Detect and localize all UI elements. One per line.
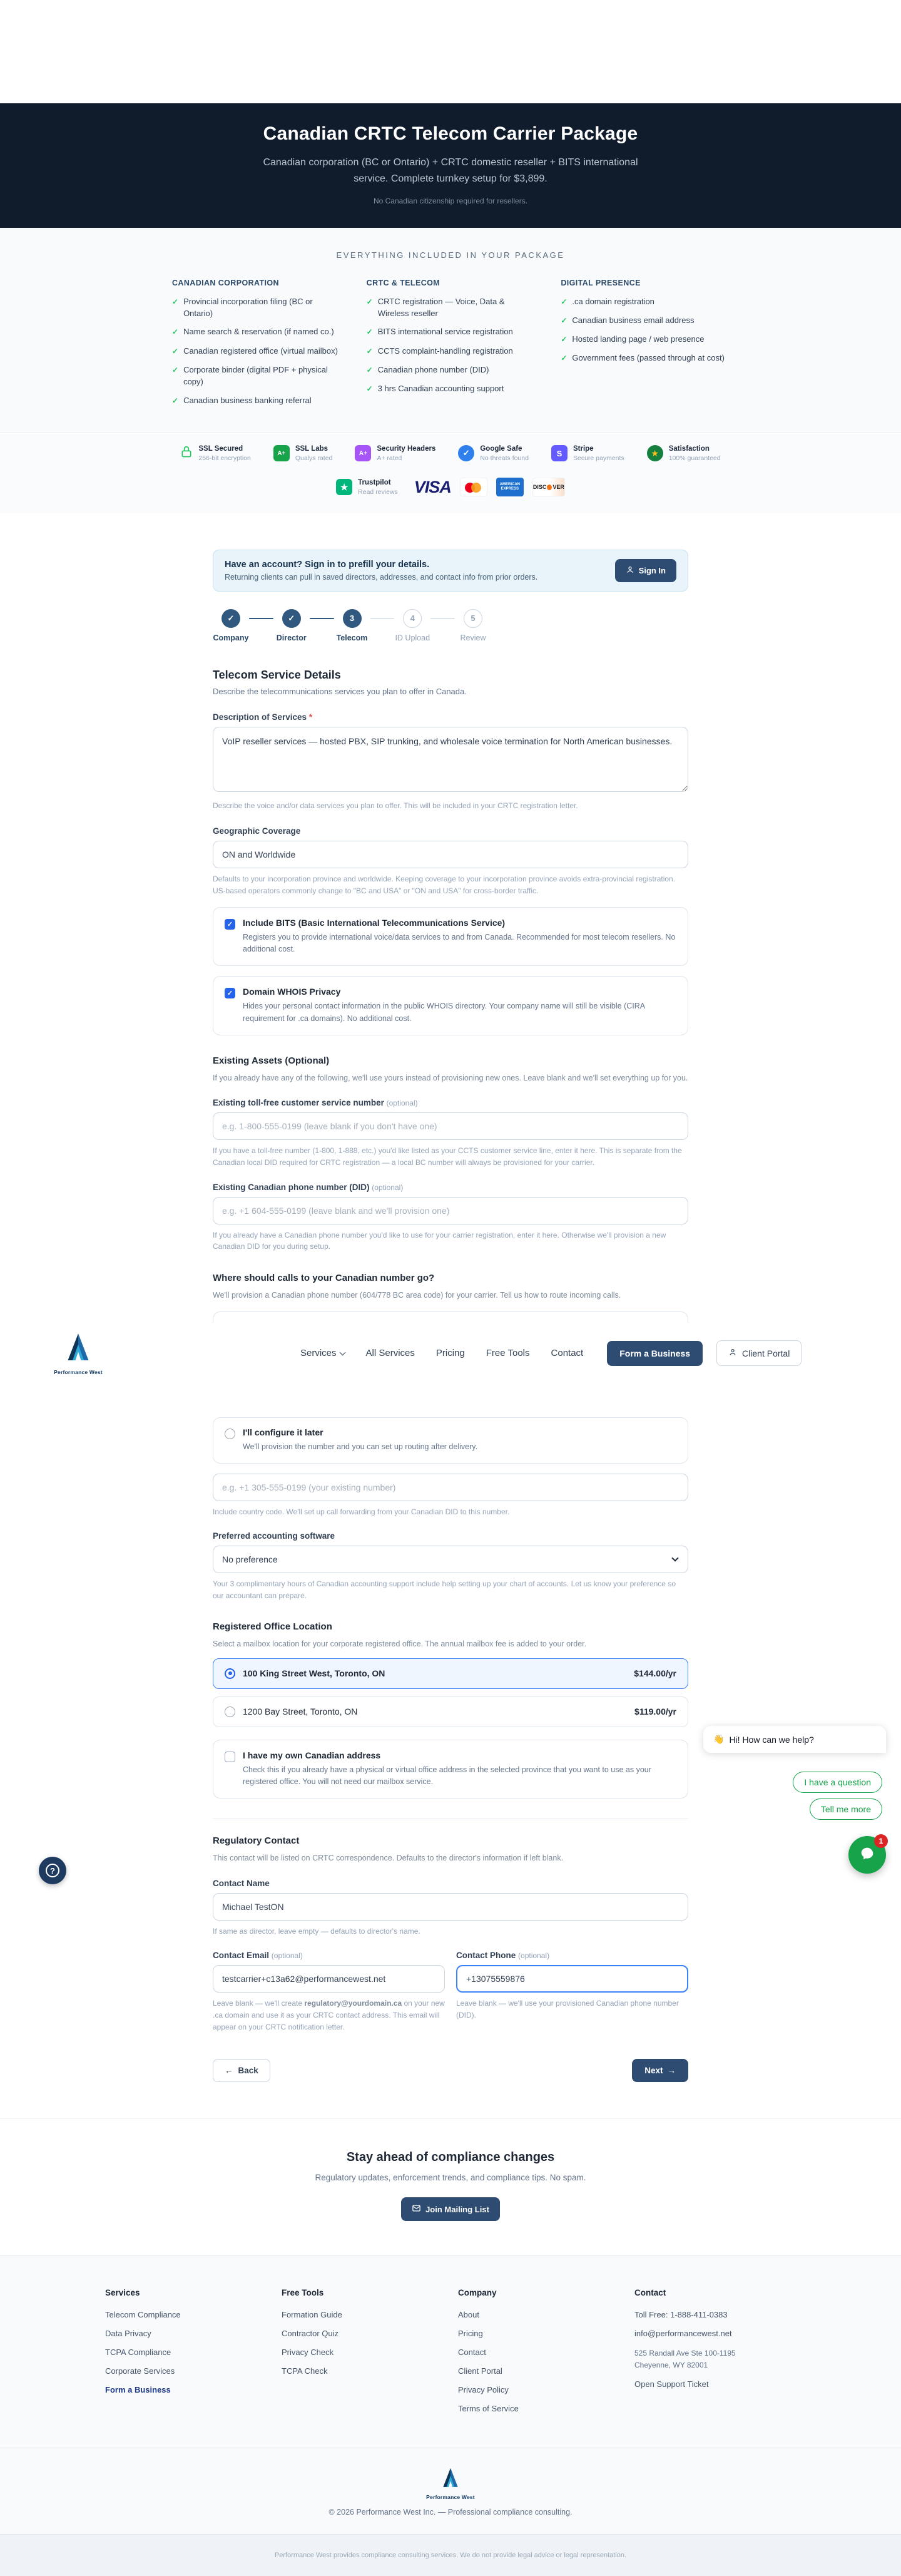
step-number: 4 — [403, 609, 422, 628]
nav-pricing[interactable]: Pricing — [435, 1348, 465, 1358]
check-icon: ✓ — [366, 365, 373, 374]
check-icon: ✓ — [366, 297, 373, 306]
step-director[interactable]: ✓ Director — [273, 609, 310, 642]
copyright: © 2026 Performance West Inc. — Professional compliance consulting. — [328, 2508, 573, 2517]
footer-link[interactable]: About — [458, 2310, 479, 2320]
office-radio-selected[interactable] — [225, 1668, 235, 1679]
included-item: ✓ Corporate binder (digital PDF + physical copy) — [172, 364, 340, 388]
brand-logo-icon — [63, 1331, 93, 1367]
included-grid — [172, 279, 729, 414]
footer-link[interactable]: Data Privacy — [105, 2329, 151, 2339]
footer-link-form-a-business[interactable]: Form a Business — [105, 2385, 171, 2395]
routing-subtitle: We'll provision a Canadian phone number (604/778 BC area code) for your carrier. Tell us how to route incoming calls. — [213, 1290, 621, 1300]
badge-google-safe: ✓ Google Safe No threats found — [458, 445, 529, 462]
a-plus-icon: A+ — [355, 445, 371, 461]
own-address-checkbox[interactable] — [225, 1752, 235, 1762]
nav-all-services[interactable]: All Services — [365, 1348, 415, 1358]
star-circle-icon: ★ — [647, 445, 663, 461]
included-heading: EVERYTHING INCLUDED IN YOUR PACKAGE — [336, 250, 565, 260]
footer-address: 525 Randall Ave Ste 100-1195 Cheyenne, WY 82001 — [634, 2349, 736, 2370]
section-title-telecom: Telecom Service Details — [213, 668, 341, 681]
trust-badge-row — [0, 444, 901, 463]
assets-heading: Existing Assets (Optional) — [213, 1055, 330, 1066]
signin-banner — [213, 550, 688, 592]
office-radio[interactable] — [225, 1706, 235, 1717]
contact-phone-help: Leave blank — we'll use your provisioned Canadian phone number (DID). — [456, 1999, 679, 2019]
check-circle-icon: ✓ — [458, 445, 474, 461]
tollfree-input[interactable] — [213, 1112, 688, 1140]
lock-icon — [180, 444, 193, 463]
included-item: ✓ BITS international service registration — [367, 326, 535, 338]
form-a-business-button[interactable]: Form a Business — [607, 1341, 703, 1366]
trust-badges-section — [0, 433, 901, 513]
step-company[interactable]: ✓ Company — [213, 609, 249, 642]
legal-disclaimer: Performance West provides compliance consulting services. We do not provide legal advice or legal representation. — [0, 2534, 901, 2576]
step-number: 3 — [343, 609, 362, 628]
chat-launcher-button[interactable] — [848, 1836, 886, 1874]
routing-heading: Where should calls to your Canadian number go? — [213, 1272, 435, 1283]
payment-logos — [414, 478, 565, 497]
geo-coverage-help: Defaults to your incorporation province and worldwide. Keeping coverage to your incorporation province avoids extra-provincial registration. US-based operators commonly change to "BC and USA" or "ON and USA" for cross-border traffic. — [213, 875, 676, 895]
bits-option-card[interactable] — [213, 907, 688, 967]
progress-stepper — [213, 609, 491, 642]
included-section — [0, 228, 901, 433]
footer-link[interactable]: Terms of Service — [458, 2404, 519, 2414]
contact-name-input[interactable] — [213, 1893, 688, 1921]
footer-link[interactable]: Client Portal — [458, 2366, 502, 2376]
form-navigation — [213, 2059, 688, 2118]
client-portal-button[interactable]: Client Portal — [716, 1340, 802, 1366]
footer-column-free-tools: Free Tools Formation Guide Contractor Quiz Privacy Check TCPA Check — [282, 2288, 443, 2423]
visa-logo: VISA — [414, 477, 451, 496]
footer-column-contact: Contact Toll Free: 1-888-411-0383 info@performancewest.net 525 Randall Ave Ste 100-1195 Cheyenne, WY 82001 Open Support Ticket — [634, 2288, 796, 2423]
contact-phone-input[interactable] — [456, 1965, 688, 1993]
office-price: $144.00/yr — [634, 1668, 676, 1679]
newsletter-heading: Stay ahead of compliance changes — [346, 2150, 555, 2165]
included-item: ✓ Provincial incorporation filing (BC or Ontario) — [172, 296, 340, 320]
badge-security-headers: A+ Security Headers A+ rated — [355, 445, 435, 462]
discover-logo: DISC VER — [532, 478, 565, 496]
contact-phone-label: Contact Phone (optional) — [456, 1951, 550, 1961]
description-textarea[interactable] — [213, 727, 688, 792]
footer-support-link[interactable]: Open Support Ticket — [634, 2379, 709, 2389]
tollfree-help: If you have a toll-free number (1-800, 1-888, etc.) you'd like listed as your CCTS customer service line, enter it here. This is separate from the Canadian local DID required for CRTC registration — a local BC number will always be provisioned for your carrier. — [213, 1146, 682, 1167]
assets-subtitle: If you already have any of the following, we'll use yours instead of provisioning new ones. Leave blank and we'll set everything up for you. — [213, 1074, 688, 1082]
newsletter-subtitle: Regulatory updates, enforcement trends, and compliance tips. No spam. — [315, 2173, 586, 2183]
step-connector — [249, 618, 273, 620]
included-item: ✓ CRTC registration — Voice, Data & Wireless reseller — [367, 296, 535, 320]
tollfree-label: Existing toll-free customer service number (optional) — [213, 1098, 418, 1108]
person-icon — [728, 1348, 737, 1358]
configure-later-label: I'll configure it later — [243, 1427, 323, 1438]
accounting-select-wrap — [213, 1546, 688, 1573]
accounting-help: Your 3 complimentary hours of Canadian accounting support include help setting up your chart of accounts. Let us know your preference so our accountant can prepare. — [213, 1579, 676, 1600]
whois-title: Domain WHOIS Privacy — [243, 987, 341, 997]
contact-email-label: Contact Email (optional) — [213, 1951, 303, 1961]
check-icon: ✓ — [172, 346, 179, 356]
included-column-corporation: CANADIAN CORPORATION ✓ Provincial incorporation filing (BC or Ontario) ✓ Name search & reservation (if named co.) ✓ Canadian registered office (virtual mailbox) ✓ Corporate binder (digital PDF + physical copy) ✓ Canadian business banking referral — [172, 279, 340, 414]
sign-in-button[interactable]: Sign In — [615, 559, 676, 582]
next-button[interactable]: Next → — [632, 2059, 688, 2082]
check-icon: ✓ — [172, 327, 179, 337]
envelope-icon — [412, 2204, 421, 2215]
main-navbar — [0, 1323, 901, 1383]
regulatory-subtitle: This contact will be listed on CRTC correspondence. Defaults to the director's information if left blank. — [213, 1854, 564, 1863]
step-review[interactable]: 5 Review — [455, 609, 491, 642]
accounting-select[interactable] — [213, 1546, 688, 1573]
contact-email-help: Leave blank — we'll create regulatory@yourdomain.ca on your new .ca domain and use it as your CRTC contact address. This email will appear on your CRTC notification letter. — [213, 1999, 445, 2031]
footer-tollfree[interactable]: Toll Free: 1-888-411-0383 — [634, 2310, 728, 2320]
footer-link[interactable]: Telecom Compliance — [105, 2310, 181, 2320]
footer-link[interactable]: Contractor Quiz — [282, 2329, 339, 2339]
step-connector — [430, 618, 455, 620]
regulatory-heading: Regulatory Contact — [213, 1835, 300, 1847]
included-column-crtc: CRTC & TELECOM ✓ CRTC registration — Voice, Data & Wireless reseller ✓ BITS international service registration ✓ CCTS complaint-handling registration ✓ Canadian phone number (DID) ✓ 3 hrs Canadian accounting support — [367, 279, 535, 414]
check-icon: ✓ — [366, 327, 373, 337]
included-item: ✓ Name search & reservation (if named co.) — [172, 326, 340, 338]
hero-banner — [0, 103, 901, 228]
included-item: ✓ Canadian phone number (DID) — [367, 364, 535, 376]
office-price: $119.00/yr — [634, 1706, 676, 1717]
hero-subtitle: Canadian corporation (BC or Ontario) + CRTC domestic reseller + BITS international service. Complete turnkey setup for $3,899. — [263, 157, 638, 185]
office-option-bay-street[interactable]: 1200 Bay Street, Toronto, ON $119.00/yr — [213, 1696, 688, 1727]
required-asterisk: * — [308, 712, 313, 722]
footer-columns — [105, 2288, 796, 2423]
a-plus-icon: A+ — [273, 445, 290, 461]
included-item: ✓ Canadian business email address — [561, 315, 729, 327]
back-button[interactable]: ← Back — [213, 2059, 270, 2082]
did-label: Existing Canadian phone number (DID) (optional) — [213, 1182, 404, 1192]
description-label: Description of Services * — [213, 712, 313, 722]
step-check-icon: ✓ — [282, 609, 301, 628]
chat-greeting-bubble: 👋 Hi! How can we help? — [703, 1726, 886, 1753]
did-input[interactable] — [213, 1197, 688, 1224]
office-option-king-street[interactable]: 100 King Street West, Toronto, ON $144.00/yr — [213, 1658, 688, 1689]
arrow-right-icon: → — [667, 2066, 676, 2076]
signin-subtitle: Returning clients can pull in saved directors, addresses, and contact info from prior orders. — [225, 572, 538, 582]
footer-link[interactable]: TCPA Check — [282, 2366, 328, 2376]
bits-checkbox[interactable]: ✓ — [225, 919, 235, 930]
question-mark-icon: ? — [46, 1864, 59, 1877]
contact-name-help: If same as director, leave empty — defaults to director's name. — [213, 1926, 420, 1936]
footer-column-services: Services Telecom Compliance Data Privacy TCPA Compliance Corporate Services Form a Business — [105, 2288, 267, 2423]
amex-logo: AMERICAN EXPRESS — [496, 478, 524, 496]
description-help: Describe the voice and/or data services you plan to offer. This will be included in your CRTC registration letter. — [213, 801, 578, 810]
contact-name-label: Contact Name — [213, 1878, 270, 1888]
own-address-card[interactable] — [213, 1740, 688, 1799]
speech-bubble-icon — [858, 1845, 876, 1865]
whois-description: Hides your personal contact information in the public WHOIS directory. Your company name will still be visible (CIRA requirement for .ca domains). No additional cost. — [243, 1002, 645, 1023]
footer-link[interactable]: Corporate Services — [105, 2366, 175, 2376]
step-id-upload[interactable]: 4 ID Upload — [394, 609, 430, 642]
included-item: ✓ CCTS complaint-handling registration — [367, 346, 535, 357]
footer-link[interactable]: Privacy Policy — [458, 2385, 509, 2395]
included-item: ✓ 3 hrs Canadian accounting support — [367, 383, 535, 395]
included-item: ✓ Government fees (passed through at cost) — [561, 352, 729, 364]
footer — [0, 2255, 901, 2534]
footer-link[interactable]: Privacy Check — [282, 2348, 334, 2358]
badge-trustpilot[interactable]: ★ Trustpilot Read reviews — [336, 479, 398, 496]
check-icon: ✓ — [172, 396, 179, 405]
badge-satisfaction: ★ Satisfaction 100% guaranteed — [647, 445, 721, 462]
hero-note: No Canadian citizenship required for resellers. — [373, 196, 528, 205]
check-icon: ✓ — [561, 297, 568, 306]
section-subtitle-telecom: Describe the telecommunications services you plan to offer in Canada. — [213, 686, 467, 696]
brand-name: Performance West — [426, 2494, 475, 2501]
footer-column-company: Company About Pricing Contact Client Portal Privacy Policy Terms of Service — [458, 2288, 619, 2423]
included-item: ✓ Hosted landing page / web presence — [561, 334, 729, 346]
own-address-description: Check this if you already have a physical or virtual office address in the selected province that you want to use as your registered office. You will not need our mailbox service. — [243, 1765, 651, 1787]
badge-ssl-secured: SSL Secured 256-bit encryption — [180, 444, 250, 463]
wave-emoji-icon: 👋 — [713, 1734, 725, 1744]
navbar-brand[interactable] — [44, 1331, 113, 1375]
stripe-icon: S — [551, 445, 568, 461]
chat-quick-reply-question[interactable]: I have a question — [793, 1772, 882, 1793]
did-help: If you already have a Canadian phone number you'd like to use for your carrier registration, enter it here. Otherwise we'll provision a new Canadian DID for you during setup. — [213, 1230, 666, 1251]
arrow-left-icon: ← — [225, 2066, 233, 2076]
badge-ssl-labs: A+ SSL Labs Qualys rated — [273, 445, 333, 462]
included-column-digital: DIGITAL PRESENCE ✓ .ca domain registration ✓ Canadian business email address ✓ Hosted landing page / web presence ✓ Government fees (passed through at cost) — [561, 279, 729, 414]
footer-link[interactable]: Contact — [458, 2348, 486, 2358]
check-icon: ✓ — [561, 335, 568, 344]
chevron-down-icon — [339, 1349, 345, 1355]
footer-link[interactable]: TCPA Compliance — [105, 2348, 171, 2358]
brand-name: Performance West — [54, 1369, 103, 1375]
badge-stripe: S Stripe Secure payments — [551, 445, 624, 462]
office-heading: Registered Office Location — [213, 1621, 332, 1633]
forward-number-input[interactable] — [213, 1474, 688, 1501]
contact-email-input[interactable] — [213, 1965, 445, 1993]
check-icon: ✓ — [561, 316, 568, 325]
footer-brand — [0, 2448, 901, 2534]
step-number: 5 — [464, 609, 482, 628]
step-connector — [310, 618, 334, 620]
whois-option-card[interactable] — [213, 976, 688, 1035]
nav-contact[interactable]: Contact — [551, 1348, 584, 1358]
chat-quick-reply-more[interactable]: Tell me more — [810, 1799, 882, 1820]
trustpilot-star-icon: ★ — [336, 479, 352, 495]
geo-coverage-label: Geographic Coverage — [213, 826, 301, 836]
mastercard-logo — [460, 478, 487, 496]
help-button[interactable] — [39, 1857, 66, 1884]
check-icon: ✓ — [172, 297, 179, 306]
geo-coverage-input[interactable] — [213, 841, 688, 868]
payment-badge-row — [0, 478, 901, 497]
configure-later-radio[interactable] — [225, 1429, 235, 1439]
office-subtitle: Select a mailbox location for your corporate registered office. The annual mailbox fee is added to your order. — [213, 1640, 587, 1649]
check-icon: ✓ — [366, 346, 373, 356]
configure-later-description: We'll provision the number and you can set up routing after delivery. — [243, 1442, 478, 1452]
footer-email[interactable]: info@performancewest.net — [634, 2329, 732, 2339]
join-mailing-list-button[interactable]: Join Mailing List — [401, 2197, 500, 2221]
accounting-label: Preferred accounting software — [213, 1531, 335, 1541]
bits-description: Registers you to provide international voice/data services to and from Canada. Recommended for most telecom resellers. No additional cost. — [243, 932, 676, 953]
included-item: ✓ Canadian registered office (virtual mailbox) — [172, 346, 340, 357]
step-telecom[interactable]: 3 Telecom — [334, 609, 370, 642]
whois-checkbox[interactable]: ✓ — [225, 988, 235, 998]
included-item: ✓ .ca domain registration — [561, 296, 729, 308]
check-icon: ✓ — [366, 384, 373, 394]
signin-title: Have an account? Sign in to prefill your details. — [225, 559, 430, 570]
step-connector — [370, 618, 395, 620]
bits-title: Include BITS (Basic International Telecommunications Service) — [243, 917, 506, 928]
footer-link[interactable]: Formation Guide — [282, 2310, 342, 2320]
unread-badge: 1 — [874, 1834, 888, 1848]
step-check-icon: ✓ — [221, 609, 240, 628]
check-icon: ✓ — [561, 354, 568, 363]
footer-link[interactable]: Pricing — [458, 2329, 483, 2339]
nav-free-tools[interactable]: Free Tools — [486, 1348, 530, 1358]
configure-later-radio-card[interactable] — [213, 1417, 688, 1463]
nav-services-menu[interactable]: Services — [300, 1348, 345, 1358]
navbar-links — [300, 1348, 583, 1358]
brand-logo-icon — [440, 2480, 461, 2491]
included-item: ✓ Canadian business banking referral — [172, 395, 340, 407]
check-icon: ✓ — [172, 365, 179, 374]
person-icon — [626, 565, 634, 576]
forward-number-help: Include country code. We'll set up call forwarding from your Canadian DID to this number. — [213, 1507, 510, 1516]
own-address-title: I have my own Canadian address — [243, 1750, 381, 1760]
page-title: Canadian CRTC Telecom Carrier Package — [263, 123, 638, 144]
newsletter-section — [0, 2118, 901, 2255]
top-whitespace — [0, 0, 901, 103]
